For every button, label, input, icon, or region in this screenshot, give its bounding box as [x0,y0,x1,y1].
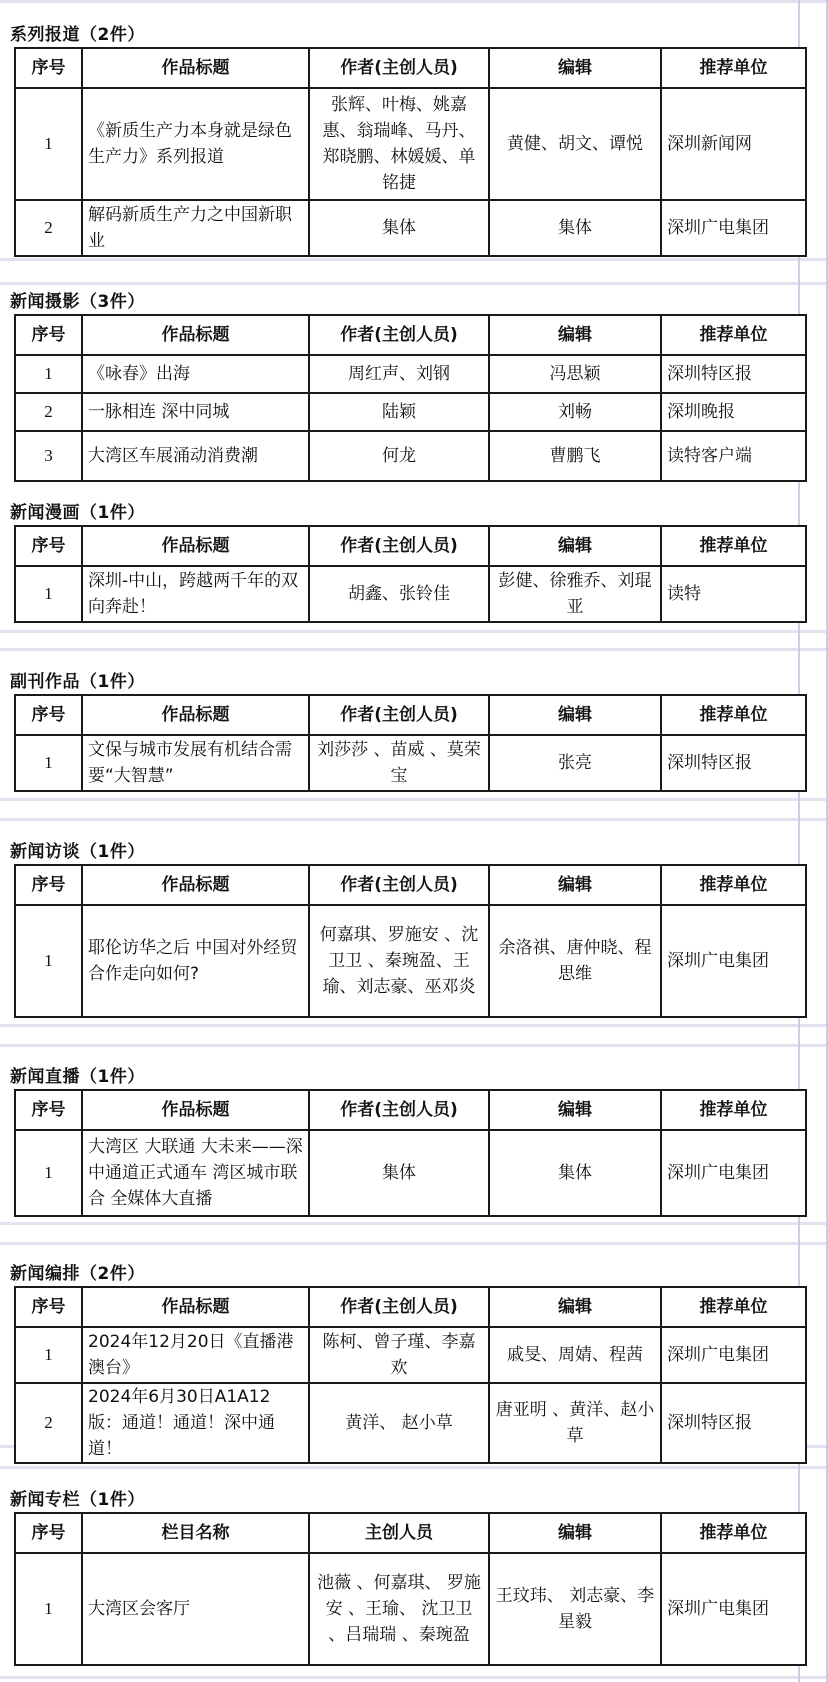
header-cell: 编辑 [489,1287,661,1327]
row-number: 2 [15,1383,82,1463]
work-editor: 曹鹏飞 [489,431,661,481]
header-cell: 作者(主创人员) [309,1090,489,1130]
works-table [14,47,807,257]
row-number: 3 [15,431,82,481]
header-cell: 作者(主创人员) [309,48,489,88]
work-editor: 张亮 [489,735,661,791]
recommending-unit: 深圳广电集团 [661,1553,806,1665]
recommending-unit: 深圳特区报 [661,735,806,791]
section-title: 新闻编排（2件） [10,1264,145,1284]
work-title: 文保与城市发展有机结合需要“大智慧” [82,735,309,791]
grid-line [0,630,828,633]
work-title: 大湾区 大联通 大未来——深中通道正式通车 湾区城市联合 全媒体大直播 [82,1130,309,1216]
table-header-row [15,1090,806,1130]
work-author: 集体 [309,200,489,256]
header-cell: 推荐单位 [661,695,806,735]
work-author: 黄洋、 赵小草 [309,1383,489,1463]
column-name: 大湾区会客厅 [82,1553,309,1665]
table-row [15,1553,806,1665]
header-cell: 序号 [15,1287,82,1327]
section-title: 新闻摄影（3件） [10,292,145,312]
header-cell: 推荐单位 [661,315,806,355]
work-author: 张辉、叶梅、姚嘉惠、翁瑞峰、马丹、郑晓鹏、林媛媛、单铭捷 [309,88,489,200]
section-title: 系列报道（2件） [10,25,145,45]
table-header-row [15,48,806,88]
work-title: 《咏春》出海 [82,355,309,393]
header-cell: 序号 [15,48,82,88]
grid-line [0,798,828,801]
header-cell: 编辑 [489,695,661,735]
recommending-unit: 深圳晚报 [661,393,806,431]
work-editor: 彭健、徐雅乔、刘琨亚 [489,566,661,622]
recommending-unit: 读特客户端 [661,431,806,481]
row-number: 1 [15,355,82,393]
recommending-unit: 深圳广电集团 [661,200,806,256]
row-number: 2 [15,393,82,431]
works-table [14,525,807,623]
works-table [14,314,807,482]
header-cell: 序号 [15,695,82,735]
grid-line [0,1676,828,1679]
row-number: 2 [15,200,82,256]
table-row [15,566,806,622]
header-cell: 推荐单位 [661,1090,806,1130]
table-header-row [15,695,806,735]
grid-line [0,818,828,821]
work-author: 陆颖 [309,393,489,431]
row-number: 1 [15,905,82,1017]
work-editor: 集体 [489,200,661,256]
header-cell: 编辑 [489,315,661,355]
header-cell: 序号 [15,865,82,905]
header-cell: 主创人员 [309,1513,489,1553]
work-author: 何嘉琪、罗施安 、沈卫卫 、秦琬盈、王瑜、刘志豪、巫邓炎 [309,905,489,1017]
header-cell: 推荐单位 [661,1513,806,1553]
work-title: 2024年6月30日A1A12版：通道！通道！深中通道！ [82,1383,309,1463]
table-row [15,905,806,1017]
header-cell: 作品标题 [82,1287,309,1327]
work-title: 一脉相连 深中同城 [82,393,309,431]
grid-line [0,1024,828,1027]
recommending-unit: 深圳新闻网 [661,88,806,200]
header-cell: 编辑 [489,48,661,88]
recommending-unit: 深圳广电集团 [661,1130,806,1216]
row-number: 1 [15,88,82,200]
table-row [15,393,806,431]
header-cell: 序号 [15,526,82,566]
table-row [15,1383,806,1463]
header-cell: 作品标题 [82,865,309,905]
header-cell: 作者(主创人员) [309,315,489,355]
header-cell: 作者(主创人员) [309,526,489,566]
recommending-unit: 深圳特区报 [661,1383,806,1463]
recommending-unit: 深圳广电集团 [661,905,806,1017]
row-number: 1 [15,1327,82,1383]
table-row [15,200,806,256]
row-number: 1 [15,735,82,791]
work-author: 陈柯、曾子瑾、李嘉欢 [309,1327,489,1383]
work-editor: 戚旻、周婧、程茜 [489,1327,661,1383]
header-cell: 作品标题 [82,695,309,735]
work-author: 胡鑫、张铃佳 [309,566,489,622]
works-table [14,864,807,1018]
table-row [15,88,806,200]
row-number: 1 [15,1553,82,1665]
grid-line [0,0,828,3]
work-title: 解码新质生产力之中国新职业 [82,200,309,256]
grid-line [0,1242,828,1245]
header-cell: 序号 [15,1513,82,1553]
header-cell: 作者(主创人员) [309,695,489,735]
work-author: 集体 [309,1130,489,1216]
work-title: 2024年12月20日《直播港澳台》 [82,1327,309,1383]
work-editor: 黄健、胡文、谭悦 [489,88,661,200]
table-row [15,735,806,791]
recommending-unit: 深圳特区报 [661,355,806,393]
section-title: 新闻直播（1件） [10,1067,145,1087]
header-cell: 序号 [15,315,82,355]
header-cell: 编辑 [489,1090,661,1130]
work-editor: 刘畅 [489,393,661,431]
table-row [15,431,806,481]
section-title: 新闻访谈（1件） [10,842,145,862]
work-title: 《新质生产力本身就是绿色生产力》系列报道 [82,88,309,200]
grid-line [0,648,828,651]
grid-line [0,1044,828,1047]
works-table [14,1286,807,1464]
row-number: 1 [15,1130,82,1216]
header-cell: 作者(主创人员) [309,1287,489,1327]
table-header-row [15,526,806,566]
header-cell: 序号 [15,1090,82,1130]
table-row [15,355,806,393]
recommending-unit: 读特 [661,566,806,622]
work-editor: 唐亚明 、黄洋、赵小草 [489,1383,661,1463]
table-header-row [15,1513,806,1553]
header-cell: 推荐单位 [661,526,806,566]
header-cell: 作品标题 [82,526,309,566]
section-title: 新闻漫画（1件） [10,503,145,523]
work-author: 何龙 [309,431,489,481]
header-cell: 编辑 [489,526,661,566]
header-cell: 编辑 [489,1513,661,1553]
works-table [14,1089,807,1217]
section-title: 副刊作品（1件） [10,672,145,692]
header-cell: 推荐单位 [661,865,806,905]
work-author: 池薇 、何嘉琪、 罗施安 、王瑜、 沈卫卫 、吕瑞瑞 、秦琬盈 [309,1553,489,1665]
work-editor: 集体 [489,1130,661,1216]
work-title: 大湾区车展涌动消费潮 [82,431,309,481]
table-header-row [15,865,806,905]
header-cell: 栏目名称 [82,1513,309,1553]
work-title: 耶伦访华之后 中国对外经贸合作走向如何? [82,905,309,1017]
header-cell: 作者(主创人员) [309,865,489,905]
header-cell: 作品标题 [82,1090,309,1130]
work-editor: 王玟玮、 刘志豪、李星毅 [489,1553,661,1665]
recommending-unit: 深圳广电集团 [661,1327,806,1383]
header-cell: 作品标题 [82,315,309,355]
header-cell: 推荐单位 [661,48,806,88]
header-cell: 编辑 [489,865,661,905]
table-row [15,1130,806,1216]
works-table [14,694,807,792]
work-editor: 冯思颖 [489,355,661,393]
work-editor: 余洛祺、唐仲晓、程思维 [489,905,661,1017]
works-table [14,1512,807,1666]
header-cell: 推荐单位 [661,1287,806,1327]
header-cell: 作品标题 [82,48,309,88]
grid-line [0,1222,828,1225]
work-author: 周红声、刘钢 [309,355,489,393]
grid-line [0,1466,828,1469]
table-row [15,1327,806,1383]
grid-line [0,282,828,285]
table-header-row [15,315,806,355]
work-author: 刘莎莎 、苗威 、莫荣宝 [309,735,489,791]
section-title: 新闻专栏（1件） [10,1490,145,1510]
work-title: 深圳-中山，跨越两千年的双向奔赴！ [82,566,309,622]
table-header-row [15,1287,806,1327]
row-number: 1 [15,566,82,622]
grid-line [0,258,828,261]
